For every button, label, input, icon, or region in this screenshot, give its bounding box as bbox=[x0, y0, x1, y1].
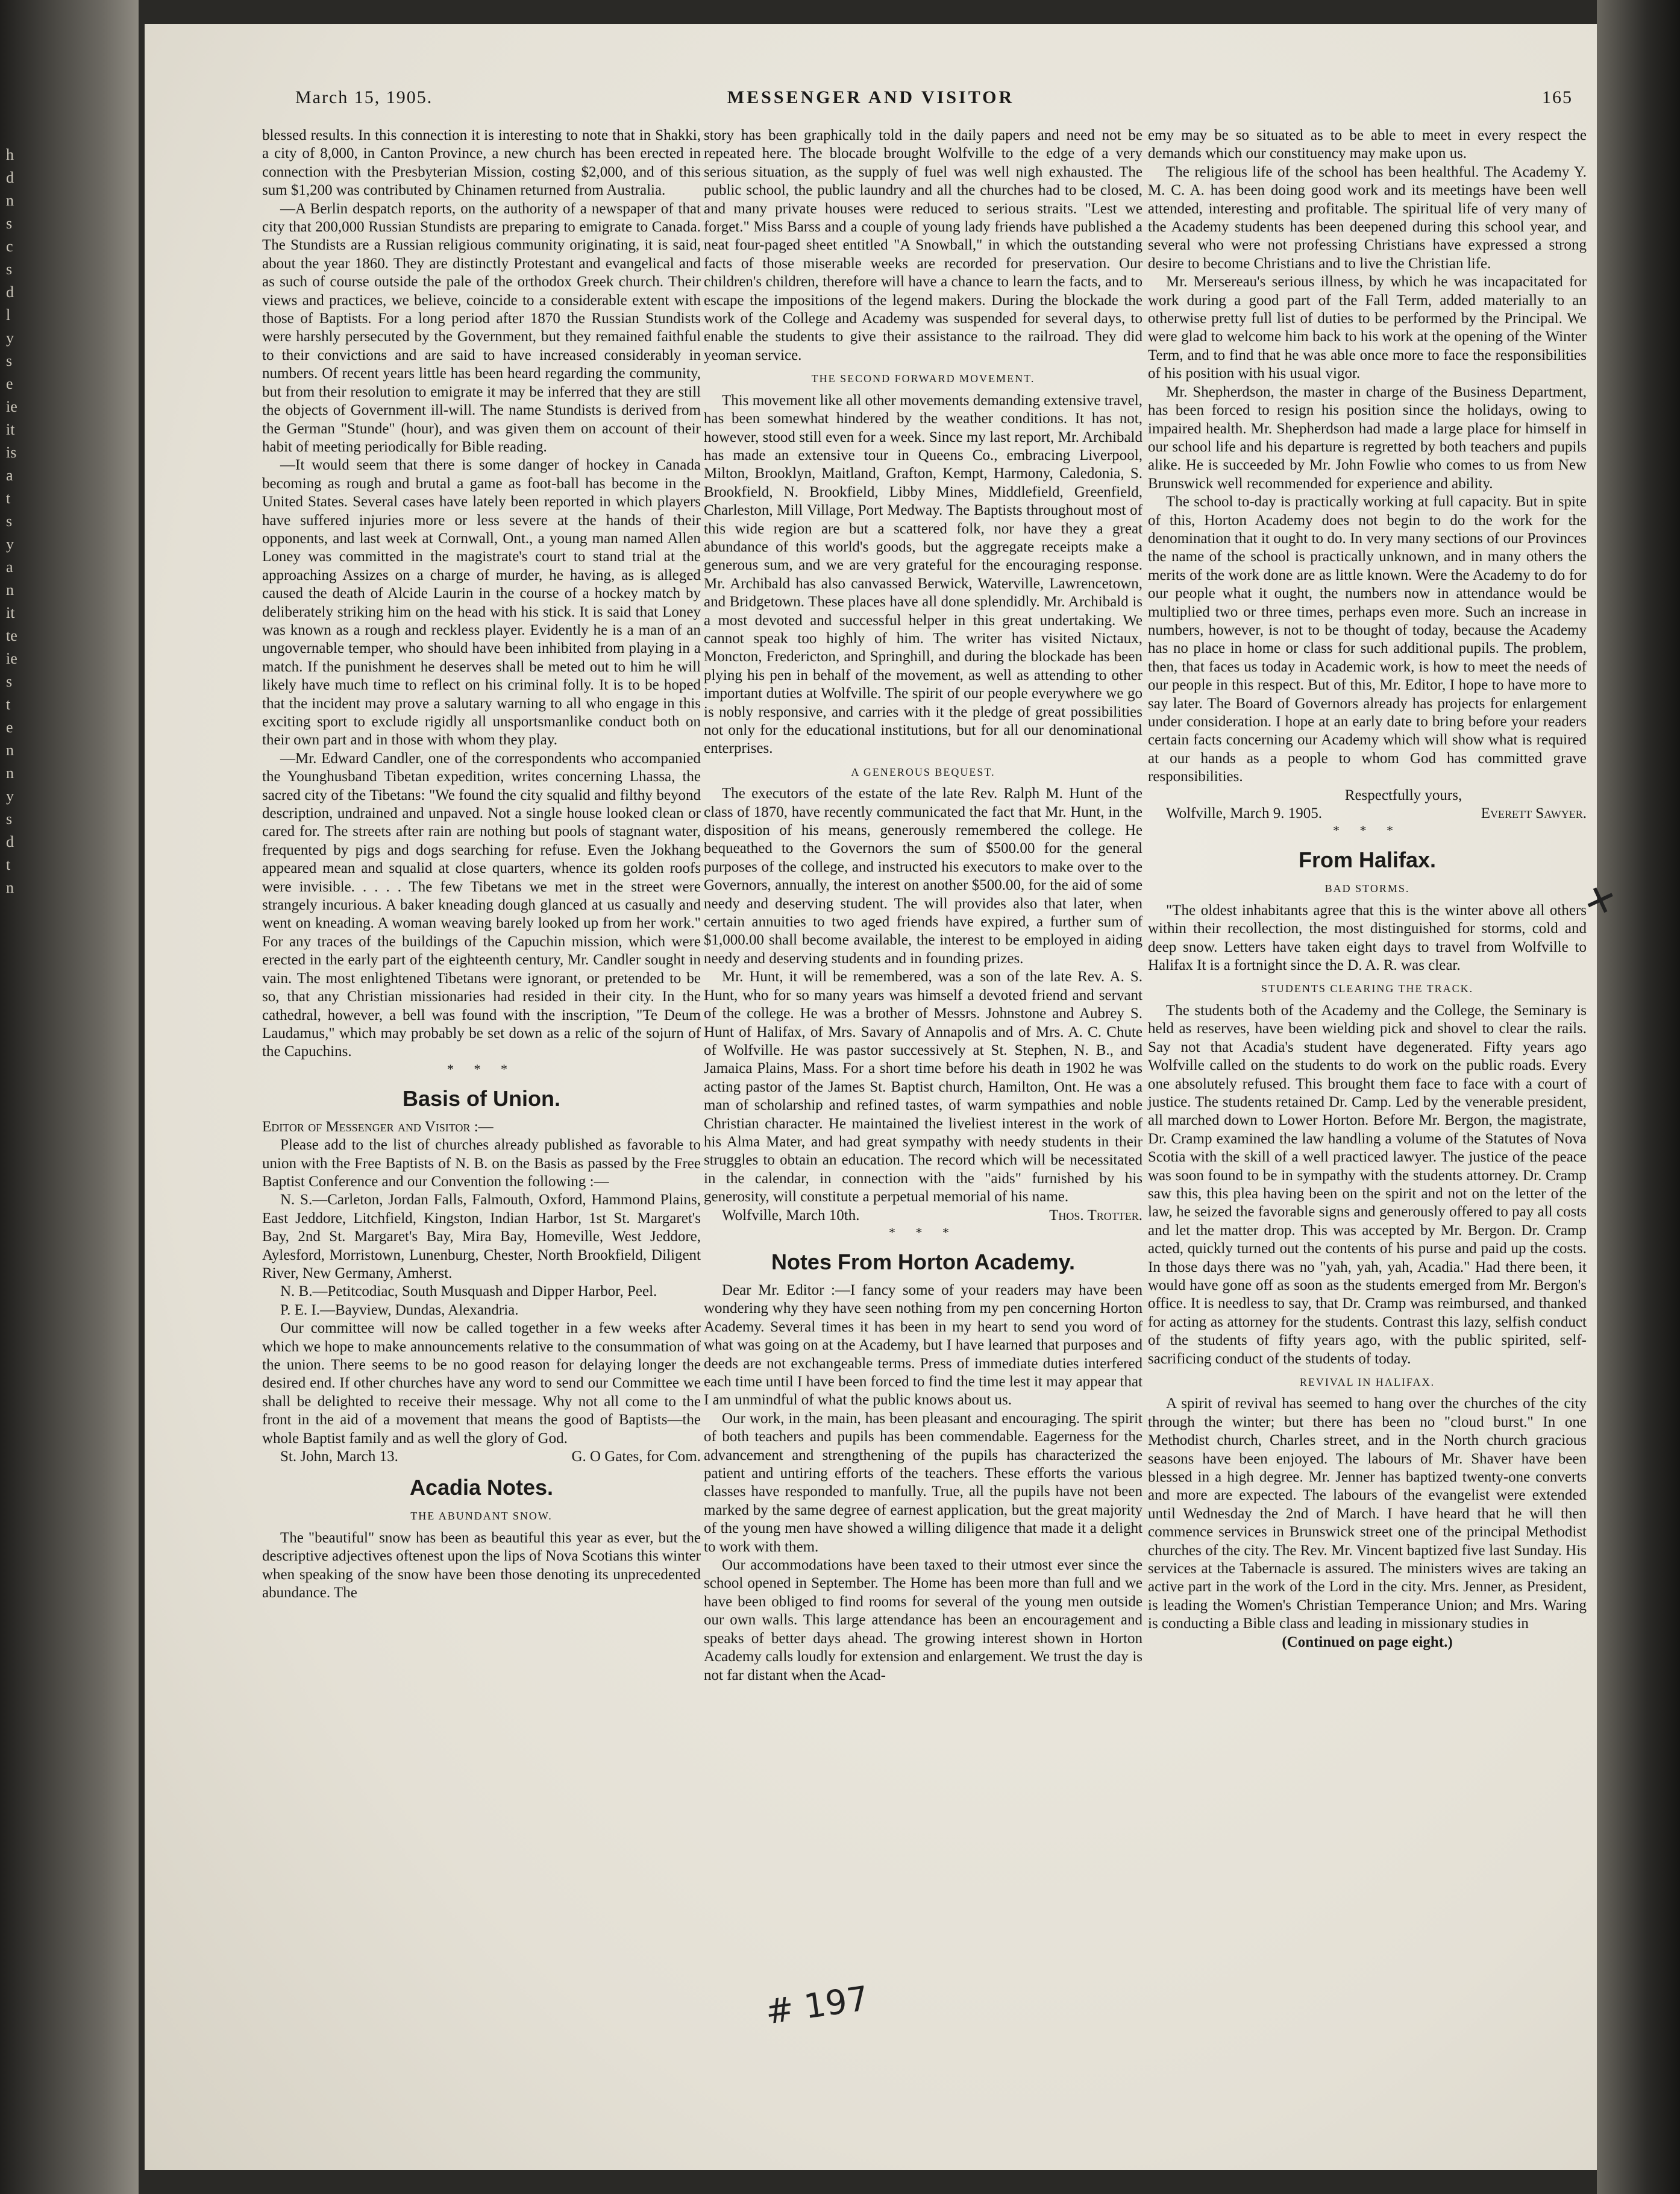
article-paragraph: Our work, in the main, has been pleasant and encouraging. The spirit of both teachers and pupils has been commendable. Eagerness for the advancement and strengthening of the pupils has characterized the patient and untiring efforts of the teachers. These efforts the various classes have responded to manfully. True, all the pupils have not been marked by the same degree of earnest application, but the great majority of the young men have showed a willing diligence that made it a delight to work with them. bbox=[704, 1410, 1142, 1555]
adjacent-page-glyph: y bbox=[6, 787, 14, 805]
article-paragraph: Mr. Mersereau's serious illness, by which he was incapacitated for work during a good part of the Fall Term, added materially to an otherwise pretty full list of duties to be performed by the Principal. We were glad to welcome him back to his work at the opening of the Winter Term, and to find that he was able once more to face the responsibilities of his position with his usual vigor. bbox=[1148, 274, 1587, 382]
signature-place-date: Wolfville, March 10th. bbox=[722, 1207, 860, 1224]
adjacent-page-glyph: c bbox=[6, 237, 13, 255]
article-paragraph: The "beautiful" snow has been as beautiful this year as ever, but the descriptive adjectives oftenest upon the lips of Nova Scotians this winter when speaking of the snow have been those denoting its unprecedented abundance. The bbox=[262, 1529, 701, 1601]
adjacent-page-glyph: t bbox=[6, 696, 11, 713]
article-paragraph: Please add to the list of churches already published as favorable to union with the Free Baptists of N. B. on the Basis as passed by the Free Baptist Conference and our Convention the following :— bbox=[262, 1137, 701, 1190]
adjacent-page-glyph: d bbox=[6, 169, 14, 186]
column-2 bbox=[704, 127, 1142, 1685]
adjacent-page-glyph: e bbox=[6, 375, 13, 392]
adjacent-page-glyph: s bbox=[6, 260, 13, 278]
acadia-notes-headline: Acadia Notes. bbox=[409, 1475, 554, 1500]
adjacent-page-glyph: a bbox=[6, 558, 13, 576]
signature-place-date: St. John, March 13. bbox=[280, 1448, 398, 1465]
page-number: 165 bbox=[1542, 87, 1573, 107]
adjacent-page-glyph: it bbox=[6, 604, 15, 621]
signature-name: Everett Sawyer. bbox=[1481, 805, 1587, 822]
article-paragraph: The religious life of the school has been healthful. The Academy Y. M. C. A. has been doing good work and its meetings have been well attended, interesting and profitable. The spiritual life of very many of the Academy students has been deepened during this school year, and several who were not professing Christians have expressed a strong desire to become Christians and to live the Christian life. bbox=[1148, 163, 1587, 272]
article-paragraph: The school to-day is practically working at full capacity. But in spite of this, Horton Academy does not begin to do the work for the denomination that it ought to do. In very many sections of our Provinces the name of the school is practically unknown, and in many others the merits of the work done are as little known. Were the Academy to do for our people what it ought, the numbers now in attendance would be multiplied two or three times, perhaps even more. Such an increase in numbers, however, is not to be thought of today, because the Academy has no place in home or class for such additional pupils. The problem, then, that faces us today in Academic work, is how to meet the needs of our people in this respect. But of this, Mr. Editor, I hope to have more to say later. The Board of Governors already has projects for enlargement under consideration. I hope at an early date to bring before your readers certain facts concerning our Academy which will show what is required at our hands as a people to whom God has committed grave responsibilities. bbox=[1148, 494, 1587, 785]
adjacent-page-glyph: s bbox=[6, 352, 13, 369]
adjacent-page-glyph: t bbox=[6, 489, 11, 507]
adjacent-page-glyph: n bbox=[6, 879, 14, 896]
adjacent-page-glyph: ie bbox=[6, 398, 17, 415]
horton-academy-headline: Notes From Horton Academy. bbox=[771, 1249, 1076, 1274]
article-paragraph: A spirit of revival has seemed to hang over the churches of the city through the winter; but there has been no "cloud burst." In one Methodist church, Charles street, and in the North church gracious seasons have been enjoyed. The labours of Mr. Shaver have been blessed in a high degree. Mr. Jenner has baptized twenty-one converts and more are expected. The labours of the evangelist were extended until Wednesday the 2nd of March. I have heard that he will then commence services in Brunswick street one of the principal Methodist churches of the city. The Rev. Mr. Vincent baptized five last Sunday. His services at the Tabernacle is assured. The ministers wives are taking an active part in the work of the Lord in the city. Mrs. Jenner, as President, is leading the Women's Christian Temperance Union; and Mrs. Waring is conducting a Bible class and leading in missionary studies in bbox=[1148, 1395, 1587, 1632]
adjacent-page-glyph: n bbox=[6, 741, 14, 759]
letter-closing: Respectfully yours, bbox=[1344, 787, 1462, 803]
adjacent-page-glyph: s bbox=[6, 512, 13, 530]
adjacent-page-glyph: n bbox=[6, 764, 14, 782]
adjacent-page-strip bbox=[0, 0, 139, 2194]
adjacent-page-glyph: t bbox=[6, 856, 11, 873]
article-paragraph: —A Berlin despatch reports, on the authority of a newspaper of that city that 200,000 Russian Stundists are preparing to emigrate to Canada. The Stundists are a Russian religious community originating, it is said, about the year 1860. They are distinctly Protestant and evangelical and as such of course outside the pale of the orthodox Greek church. Their views and practices, we believe, coincide to a considerable extent with those of Baptists. For a long period after 1870 the Russian Stundists were harshly persecuted by the Government, but they remained faithful to their convictions and are said to have increased considerably in numbers. Of recent years little has been heard regarding the community, but from their resolution to emigrate it may be inferred that they are still the objects of Government ill-will. The name Stundists is derived from the German "Stunde" (hour), and was given them on account of their habit of meeting periodically for Bible reading. bbox=[262, 200, 701, 455]
column-3 bbox=[1148, 127, 1587, 1652]
subheading: A GENEROUS BEQUEST. bbox=[851, 765, 995, 778]
signature-name: G. O Gates, for Com. bbox=[571, 1448, 701, 1465]
subheading: STUDENTS CLEARING THE TRACK. bbox=[1261, 982, 1474, 995]
subheading: REVIVAL IN HALIFAX. bbox=[1299, 1376, 1435, 1388]
handwritten-annotation: # 197 bbox=[763, 1979, 871, 2032]
continued-notice: (Continued on page eight.) bbox=[1282, 1633, 1453, 1650]
from-halifax-headline: From Halifax. bbox=[1298, 847, 1437, 873]
section-divider-stars: * * * bbox=[1333, 823, 1402, 838]
adjacent-page-glyph: n bbox=[6, 192, 14, 209]
article-paragraph: N. S.—Carleton, Jordan Falls, Falmouth, Oxford, Hammond Plains, East Jeddore, Litchfield, Kingston, Indian Harbor, 1st St. Margaret's Bay, 2nd St. Margaret's Bay, Mira Bay, Homeville, West Jeddore, Aylesford, Morristown, Lunenburg, Chester, North Brookfield, Diligent River, New Germany, Amherst. bbox=[262, 1192, 701, 1281]
letter-signature bbox=[262, 1448, 701, 1466]
subheading: THE SECOND FORWARD MOVEMENT. bbox=[811, 372, 1035, 385]
article-paragraph: The executors of the estate of the late Rev. Ralph M. Hunt of the class of 1870, have recently communicated the fact that Mr. Hunt, in the disposition of his means, generously remembered the college. He bequeathed to the Governors the sum of $500.00 for the general purposes of the college, and instructed his executors to make over to the Governors, annually, the interest on another $500.00, for the aid of some needy and deserving student. The will provides also that later, when certain annuities to two aged friends have expired, a further sum of $1,000.00 shall become available, the interest to be employed in aiding needy and deserving students and in founding prizes. bbox=[704, 785, 1142, 967]
adjacent-page-glyph: a bbox=[6, 467, 13, 484]
subheading: THE ABUNDANT SNOW. bbox=[410, 1510, 553, 1523]
adjacent-page-glyph: y bbox=[6, 329, 14, 347]
article-paragraph: —Mr. Edward Candler, one of the correspondents who accompanied the Younghusband Tibetan expedition, writes concerning Lhassa, the sacred city of the Tibetans: "We found the city squalid and filthy beyond description, undrained and unpaved. Not a single house looked clean or cared for. The streets after rain are nothing but pools of stagnant water, frequented by pigs and dogs searching for refuse. Even the Jokhang appeared mean and squalid at close quarters, whence its golden roofs were invisible. . . . . The few Tibetans we met in the street were strangely incurious. A baker kneading dough glanced at us casually and went on kneading. A woman weaving barely looked up from her work." For any traces of the buildings of the Capuchin mission, which were erected in the early part of the eighteenth century, Mr. Candler sought in vain. The most enlightened Tibetans were ignorant, or pretended to be so, that any Christian missionaries had resided in their city. In the cathedral, however, a bell was found with the inscription, "Te Deum Laudamus," which may probably be set down as a relic of the sojurn of the Capuchins. bbox=[262, 750, 701, 1060]
letter-signature bbox=[1148, 805, 1587, 823]
column-1 bbox=[262, 127, 701, 1602]
article-paragraph: This movement like all other movements demanding extensive travel, has been somewhat hindered by the weather conditions. It has not, however, stood still even for a week. Since my last report, Mr. Archibald has made an extensive tour in Queens Co., embracing Liverpool, Milton, Brooklyn, Maitland, Grafton, Kempt, Harmony, Caledonia, S. Brookfield, N. Brookfield, Libby Mines, Middlefield, Greenfield, Charleston, Mill Village, Port Medway. The Baptists throughout most of this wide region are but a scattered folk, nor have they a great abundance of this world's goods, but the aggregate receipts make a generous sum, and we are very grateful for the encouraging response. Mr. Archibald has also canvassed Berwick, Waterville, Lawrencetown, and Bridgetown. These places have all done splendidly. Mr. Archibald is a most devoted and successful helper in this great undertaking. We cannot speak too highly of him. The writer has visited Nictaux, Moncton, Fredericton, and Springhill, and during the blockade has been plying his pen in behalf of the movement, as well as attending to other important duties at Wolfville. The spirit of our people everywhere we go is nobly responsive, and carries with it the pledge of great possibilities not only for the educational institutions, but for all our denominational enterprises. bbox=[704, 392, 1142, 757]
article-paragraph: —It would seem that there is some danger of hockey in Canada becoming as rough and brutal a game as foot-ball has become in the United States. Several cases have lately been reported in which players have suffered injuries more or less severe at the hands of their opponents, and last week at Cornwall, Ont., a young man named Allen Loney was committed in the magistrate's court to stand trial at the approaching Assizes on a charge of murder, he having, as is alleged caused the death of Alcide Laurin in the course of a hockey match by deliberately striking him on the head with his stick. It is said that Loney was known as a rough and reckless player. Evidently he is a man of an ungovernable temper, who should have been inhibited from playing in a match. If the punishment he deserves shall be meted out to him he will likely have much time to reflect on his criminal folly. It is to be hoped that the incident may prove a salutary warning to all who engage in this exciting sport to exclude rigidly all unsportsmanlike conduct both on their own part and in those with whom they play. bbox=[262, 457, 701, 749]
section-divider-stars: * * * bbox=[889, 1224, 958, 1240]
adjacent-page-glyph: is bbox=[6, 444, 17, 461]
article-paragraph: N. B.—Petitcodiac, South Musquash and Dipper Harbor, Peel. bbox=[280, 1283, 657, 1300]
adjacent-page-glyph: s bbox=[6, 810, 13, 828]
pencil-mark-icon: ✕ bbox=[1578, 876, 1622, 926]
newspaper-page bbox=[145, 24, 1622, 2170]
article-paragraph: P. E. I.—Bayview, Dundas, Alexandria. bbox=[280, 1301, 519, 1318]
adjacent-page-glyph: it bbox=[6, 421, 15, 438]
article-paragraph: Mr. Shepherdson, the master in charge of the Business Department, has been forced to resign his position since the holidays, owing to impaired health. Mr. Shepherdson had made a large place for himself in our school life and his departure is regretted by both teachers and pupils alike. He is succeeded by Mr. John Fowlie who comes to us from New Brunswick well recommended for experience and ability. bbox=[1148, 383, 1587, 492]
header-date: March 15, 1905. bbox=[295, 87, 433, 107]
adjacent-page-glyph: s bbox=[6, 673, 13, 690]
scan-edge-shadow bbox=[1597, 0, 1680, 2194]
adjacent-page-glyph: ie bbox=[6, 650, 17, 667]
masthead-title: MESSENGER AND VISITOR bbox=[727, 87, 1015, 107]
basis-of-union-headline: Basis of Union. bbox=[402, 1086, 561, 1111]
adjacent-page-glyph: e bbox=[6, 718, 13, 736]
adjacent-page-glyph: n bbox=[6, 581, 14, 599]
article-paragraph: Mr. Hunt, it will be remembered, was a son of the late Rev. A. S. Hunt, who for so many years was himself a devoted friend and servant of the college. He was a brother of Messrs. Johnstone and Aubrey S. Hunt of Halifax, of Mrs. Savary of Annapolis and of Mrs. A. C. Chute of Wolfville. He was pastor successively at St. Stephen, N. B., and Jamaica Plains, Mass. For a short time before his death in 1902 he was acting pastor of the James St. Baptist church, Hamilton, Ont. He was a man of scholarship and refined tastes, of warm sympathies and noble Christian character. He maintained the liveliest interest in the work of his Alma Mater, and had great sympathy with needy students in their struggles to obtain an education. The record which will be necessitated in the calendar, in connection with the "aids" furnished by his generosity, will constitute a perpetual memorial of his name. bbox=[704, 969, 1142, 1205]
adjacent-page-glyph: d bbox=[6, 283, 14, 301]
article-paragraph: Dear Mr. Editor :—I fancy some of your readers may have been wondering why they have seen nothing from my pen concerning Horton Academy. Several times it has been in my heart to send you word of what was going on at the Academy, but I have learned that purposes and deeds are not exchangeable terms. Press of immediate duties interfered each time until I have been forced to find the time lest it may appear that I am unmindful of what the public knows about us. bbox=[704, 1281, 1142, 1409]
signature-place-date: Wolfville, March 9. 1905. bbox=[1166, 805, 1323, 822]
letter-salutation: Editor of Messenger and Visitor :— bbox=[262, 1118, 494, 1135]
article-paragraph: Our committee will now be called together in a few weeks after which we hope to make announcements relative to the consummation of the union. There seems to be no good reason for delaying longer the desired end. If other churches have any word to send our Committee we shall be delighted to receive their message. Why not all come to the front in the aid of a movement that means the good of Baptists—the whole Baptist family and as well the glory of God. bbox=[262, 1320, 701, 1447]
letter-signature bbox=[704, 1207, 1142, 1225]
adjacent-page-glyph: l bbox=[6, 306, 11, 324]
subheading: BAD STORMS. bbox=[1324, 882, 1410, 895]
adjacent-page-glyph: y bbox=[6, 535, 14, 553]
adjacent-page-glyph: d bbox=[6, 833, 14, 850]
article-paragraph: emy may be so situated as to be able to meet in every respect the demands which our constituency may make upon us. bbox=[1148, 127, 1587, 162]
article-paragraph: "The oldest inhabitants agree that this is the winter above all others within their recollection, the most distinguished for storms, cold and deep snow. Letters have taken eight days to travel from Wolfville to Halifax It is a fortnight since the D. A. R. was clear. bbox=[1148, 902, 1587, 974]
page-header bbox=[145, 87, 1597, 124]
article-paragraph: The students both of the Academy and the College, the Seminary is held as reserves, have been wielding pick and shovel to clear the rails. Say not that Acadia's student have degenerated. Fifty years ago Wolfville called on the students to do work on the public roads. Every one absolutely refused. This brought them face to face with a court of justice. The students retained Dr. Camp. Led by the venerable president, all marched down to Lower Horton. Before Mr. Bergon, the magistrate, Dr. Cramp examined the law handling a volume of the Statutes of Nova Scotia with the skill of a well practiced lawyer. The justice of the peace was soon found to be in sympathy with the students attorney. Dr. Cramp saw this, this plea having been on the spirit and not on the letter of the law, he seized the favorable signs and generously offered to pay all costs and let the matter drop. This was accepted by Mr. Bergon. Dr. Cramp acted, quickly turned out the contents of his purse and paid up the costs. In those days there was no "yah, yah, yah, Acadia." Had there been, it would have gone off as soon as the students emerged from Mr. Bergon's office. It is needless to say, that Dr. Cramp was reimbursed, and thanked for acting as attorney for the students. Contrast this lazy, selfish conduct of the students of fifty years ago, with the public spirited, self-sacrificing conduct of the students of today. bbox=[1148, 1002, 1587, 1367]
adjacent-page-glyph: te bbox=[6, 627, 17, 644]
article-paragraph: blessed results. In this connection it is interesting to note that in Shakki, a city of 8,000, in Canton Province, a new church has been erected in connection with the Presbyterian Mission, costing $2,000, and of this sum $1,200 was contributed by Chinamen returned from Australia. bbox=[262, 127, 701, 199]
adjacent-page-glyph: s bbox=[6, 215, 13, 232]
signature-name: Thos. Trotter. bbox=[1049, 1207, 1142, 1224]
article-paragraph: story has been graphically told in the daily papers and need not be repeated here. The blocade brought Wolfville to the edge of a very serious situation, as the supply of fuel was well nigh exhausted. The public school, the public laundry and all the churches had to be closed, and many private houses were reduced to serious straits. "Lest we forget." Miss Barss and a couple of young lady friends have published a neat four-paged sheet entitled "A Snowball," in which the outstanding facts of those miserable weeks are recorded for preservation. Our children's children, therefore will have a chance to learn the facts, and to escape the impositions of the legend makers. During the blockade the work of the College and Academy was suspended for several days, to enable the students to give their assistance to the railroad. They did yeoman service. bbox=[704, 127, 1142, 363]
article-paragraph: Our accommodations have been taxed to their utmost ever since the school opened in September. The Home has been more than full and we have been obliged to find rooms for several of the young men outside our own walls. This large attendance has been an encouragement and speaks of better days ahead. The growing interest shown in Horton Academy calls loudly for extension and enlargement. We trust the day is not far distant when the Acad- bbox=[704, 1557, 1142, 1683]
adjacent-page-glyph: h bbox=[6, 146, 14, 163]
section-divider-stars: * * * bbox=[447, 1061, 516, 1077]
